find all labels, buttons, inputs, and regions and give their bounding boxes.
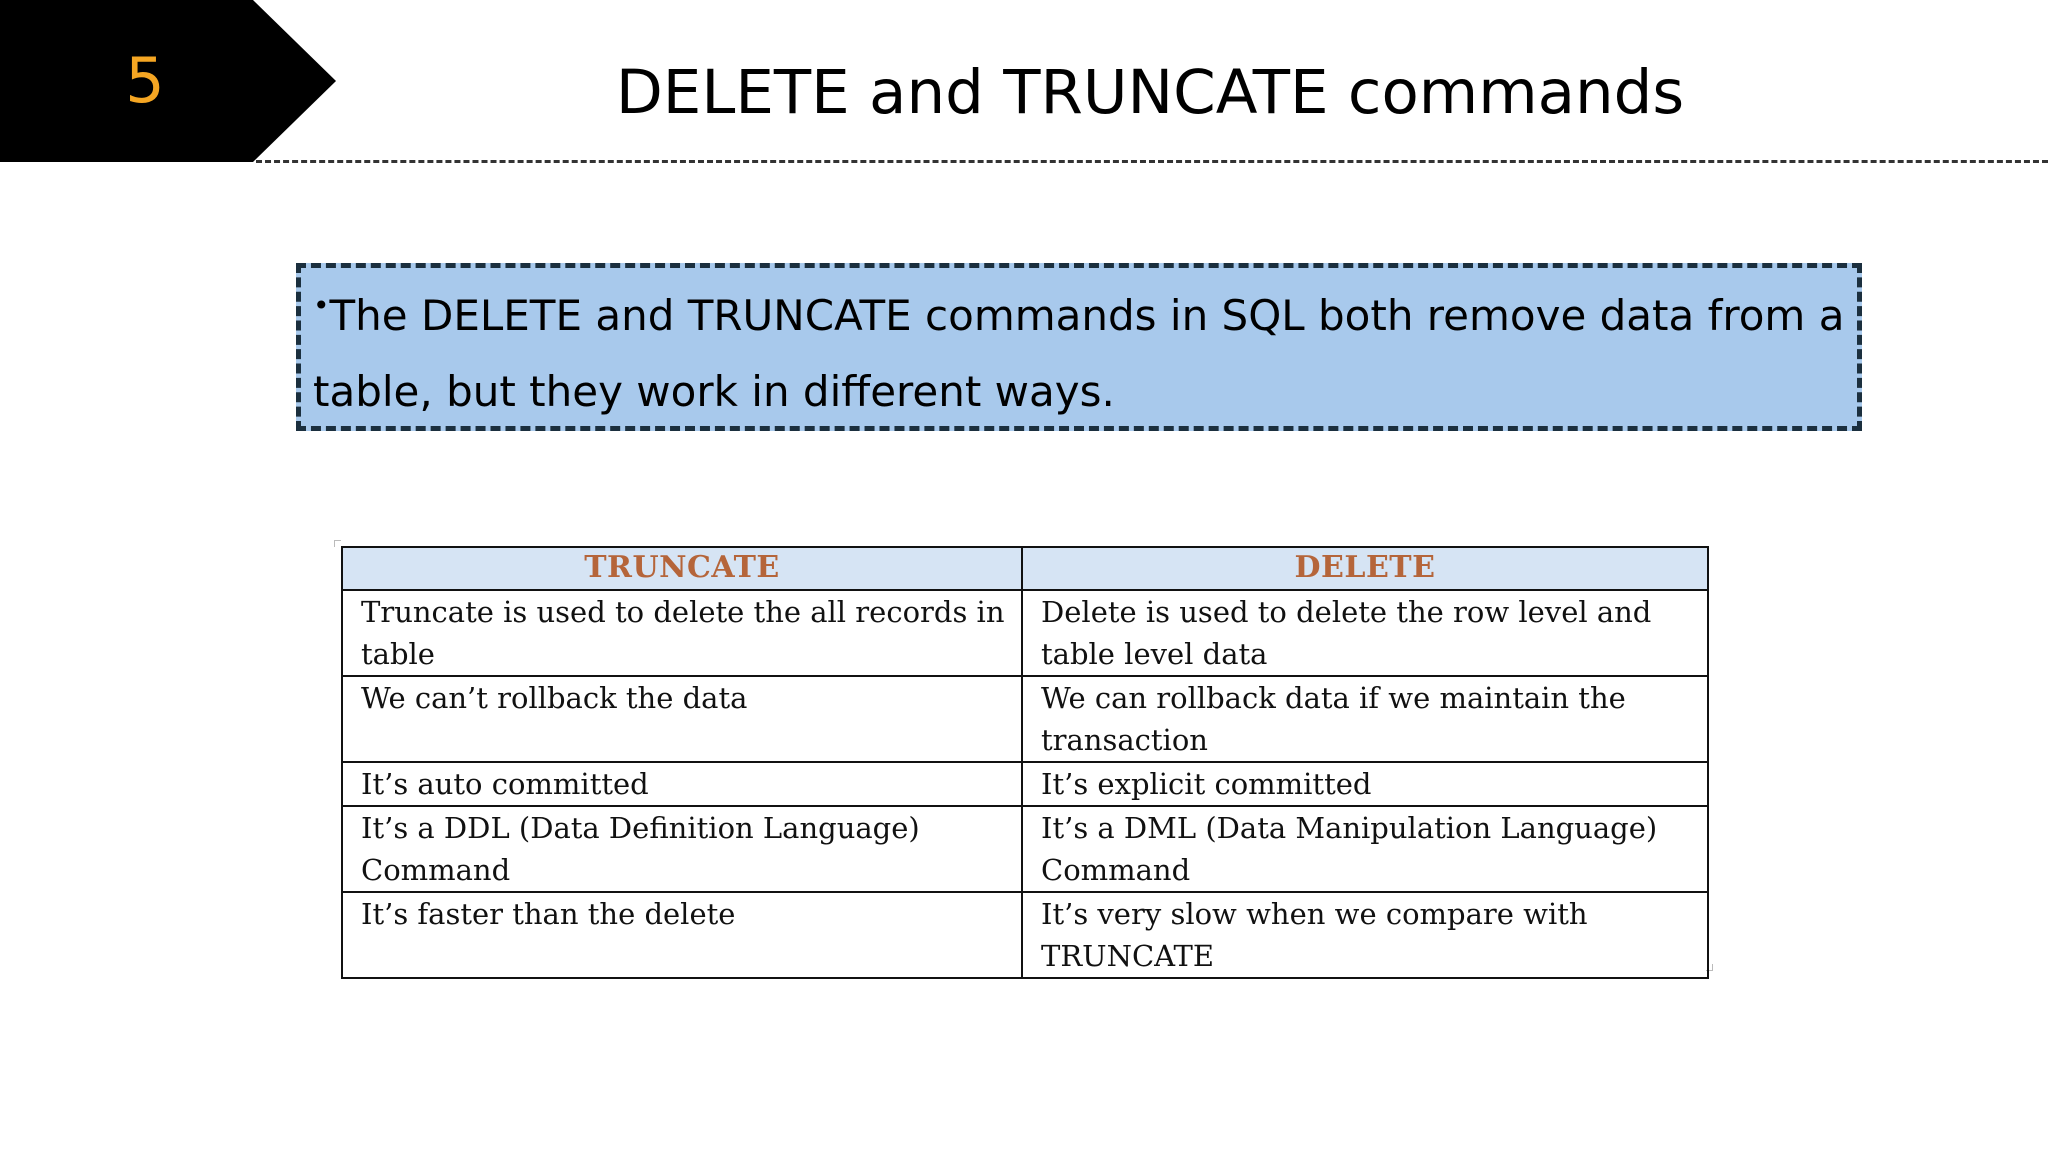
page-title: DELETE and TRUNCATE commands <box>615 57 1685 128</box>
table-cell-truncate: It’s a DDL (Data Definition Language) Command <box>342 806 1022 892</box>
comparison-table <box>341 546 1709 979</box>
table-cell-delete: It’s very slow when we compare with TRUNCATE <box>1022 892 1708 978</box>
title-divider <box>256 160 2048 163</box>
table-cell-delete: It’s explicit committed <box>1022 762 1708 806</box>
table-row <box>342 762 1708 806</box>
table-cell-truncate: We can’t rollback the data <box>342 676 1022 762</box>
intro-text: The DELETE and TRUNCATE commands in SQL both remove data from a table, but they work in different ways. <box>313 291 1845 416</box>
table-corner-mark <box>334 540 341 547</box>
bullet-marker: • <box>313 289 330 322</box>
header-delete: DELETE <box>1022 547 1708 590</box>
table-cell-truncate: Truncate is used to delete the all records in table <box>342 590 1022 676</box>
table-row <box>342 892 1708 978</box>
table-cell-delete: We can rollback data if we maintain the transaction <box>1022 676 1708 762</box>
table-header-row <box>342 547 1708 590</box>
table-cell-truncate: It’s auto committed <box>342 762 1022 806</box>
intro-bullet <box>313 278 1845 430</box>
table-row <box>342 806 1708 892</box>
table-cell-truncate: It’s faster than the delete <box>342 892 1022 978</box>
table-row <box>342 676 1708 762</box>
table-cell-delete: It’s a DML (Data Manipulation Language) Command <box>1022 806 1708 892</box>
table-row <box>342 590 1708 676</box>
intro-text-box <box>296 263 1862 431</box>
table-cell-delete: Delete is used to delete the row level and table level data <box>1022 590 1708 676</box>
slide-number: 5 <box>125 44 165 117</box>
header-truncate: TRUNCATE <box>342 547 1022 590</box>
